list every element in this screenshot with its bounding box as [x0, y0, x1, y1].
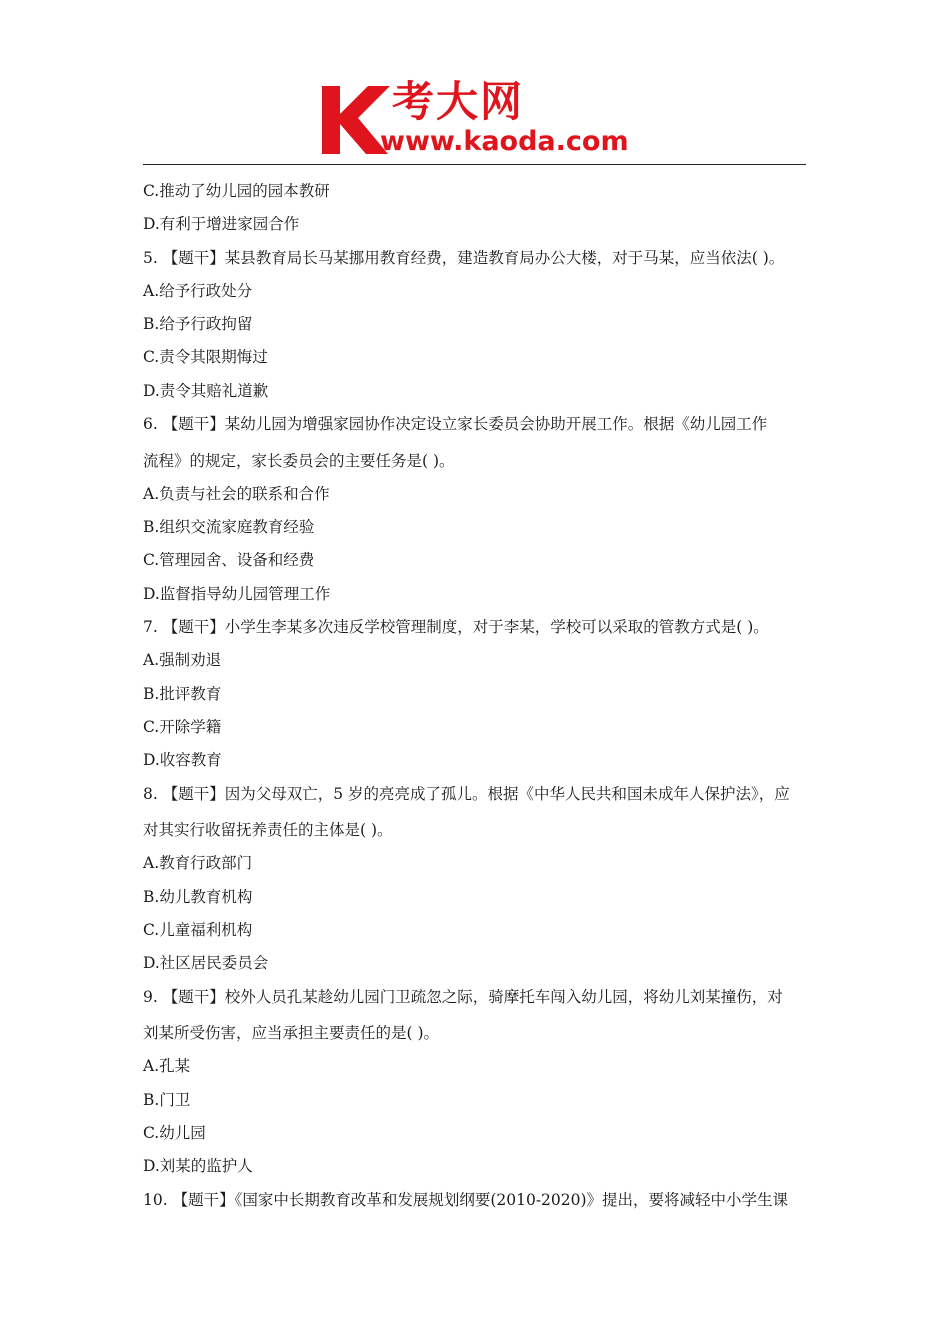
option-line: B.给予行政拘留 — [143, 315, 253, 334]
option-line: D.刘某的监护人 — [143, 1157, 253, 1176]
option-line: D.责令其赔礼道歉 — [143, 381, 269, 400]
option-line: A.给予行政处分 — [143, 281, 253, 300]
header-divider — [143, 164, 806, 165]
option-line: B.组织交流家庭教育经验 — [143, 518, 315, 537]
question-stem: 8. 【题干】因为父母双亡，5 岁的亮亮成了孤儿。根据《中华人民共和国未成年人保护法》，应 — [143, 784, 790, 803]
question-stem: 10. 【题干】《国家中长期教育改革和发展规划纲要(2010-2020)》提出，要将减轻中小学生课 — [143, 1190, 789, 1209]
option-line: B.批评教育 — [143, 684, 222, 703]
option-line: C.幼儿园 — [143, 1123, 206, 1142]
option-line: B.门卫 — [143, 1090, 191, 1109]
question-content — [143, 175, 815, 1217]
option-line: A.强制劝退 — [143, 651, 222, 670]
option-line: D.监督指导幼儿园管理工作 — [143, 584, 331, 603]
question-stem-continued: 流程》的规定，家长委员会的主要任务是( )。 — [143, 451, 455, 470]
question-stem: 6. 【题干】某幼儿园为增强家园协作决定设立家长委员会协助开展工作。根据《幼儿园工作 — [143, 415, 768, 434]
logo-url: www.kaoda.com — [380, 126, 629, 157]
question-stem: 5. 【题干】某县教育局长马某挪用教育经费，建造教育局办公大楼，对于马某，应当依法( )。 — [143, 248, 785, 267]
option-line: C.儿童福利机构 — [143, 920, 253, 939]
option-line: D.有利于增进家园合作 — [143, 215, 300, 234]
question-stem-continued: 刘某所受伤害，应当承担主要责任的是( )。 — [143, 1024, 440, 1043]
logo-chinese-title: 考大网 — [392, 77, 525, 126]
option-line: D.收容教育 — [143, 751, 222, 770]
site-logo — [318, 78, 648, 160]
option-line: A.教育行政部门 — [143, 854, 253, 873]
option-line: A.孔某 — [143, 1057, 191, 1076]
option-line: B.幼儿教育机构 — [143, 887, 253, 906]
question-stem: 9. 【题干】校外人员孔某趁幼儿园门卫疏忽之际，骑摩托车闯入幼儿园，将幼儿刘某撞伤，对 — [143, 987, 783, 1006]
option-line: C.推动了幼儿园的园本教研 — [143, 182, 330, 200]
option-line: C.责令其限期悔过 — [143, 348, 268, 367]
option-line: C.管理园舍、设备和经费 — [143, 551, 315, 570]
option-line: D.社区居民委员会 — [143, 954, 269, 973]
question-stem-continued: 对其实行收留抚养责任的主体是( )。 — [143, 821, 393, 840]
question-stem: 7. 【题干】小学生李某多次违反学校管理制度，对于李某，学校可以采取的管教方式是( )。 — [143, 618, 769, 637]
option-line: C.开除学籍 — [143, 717, 222, 736]
option-line: A.负责与社会的联系和合作 — [143, 484, 330, 503]
